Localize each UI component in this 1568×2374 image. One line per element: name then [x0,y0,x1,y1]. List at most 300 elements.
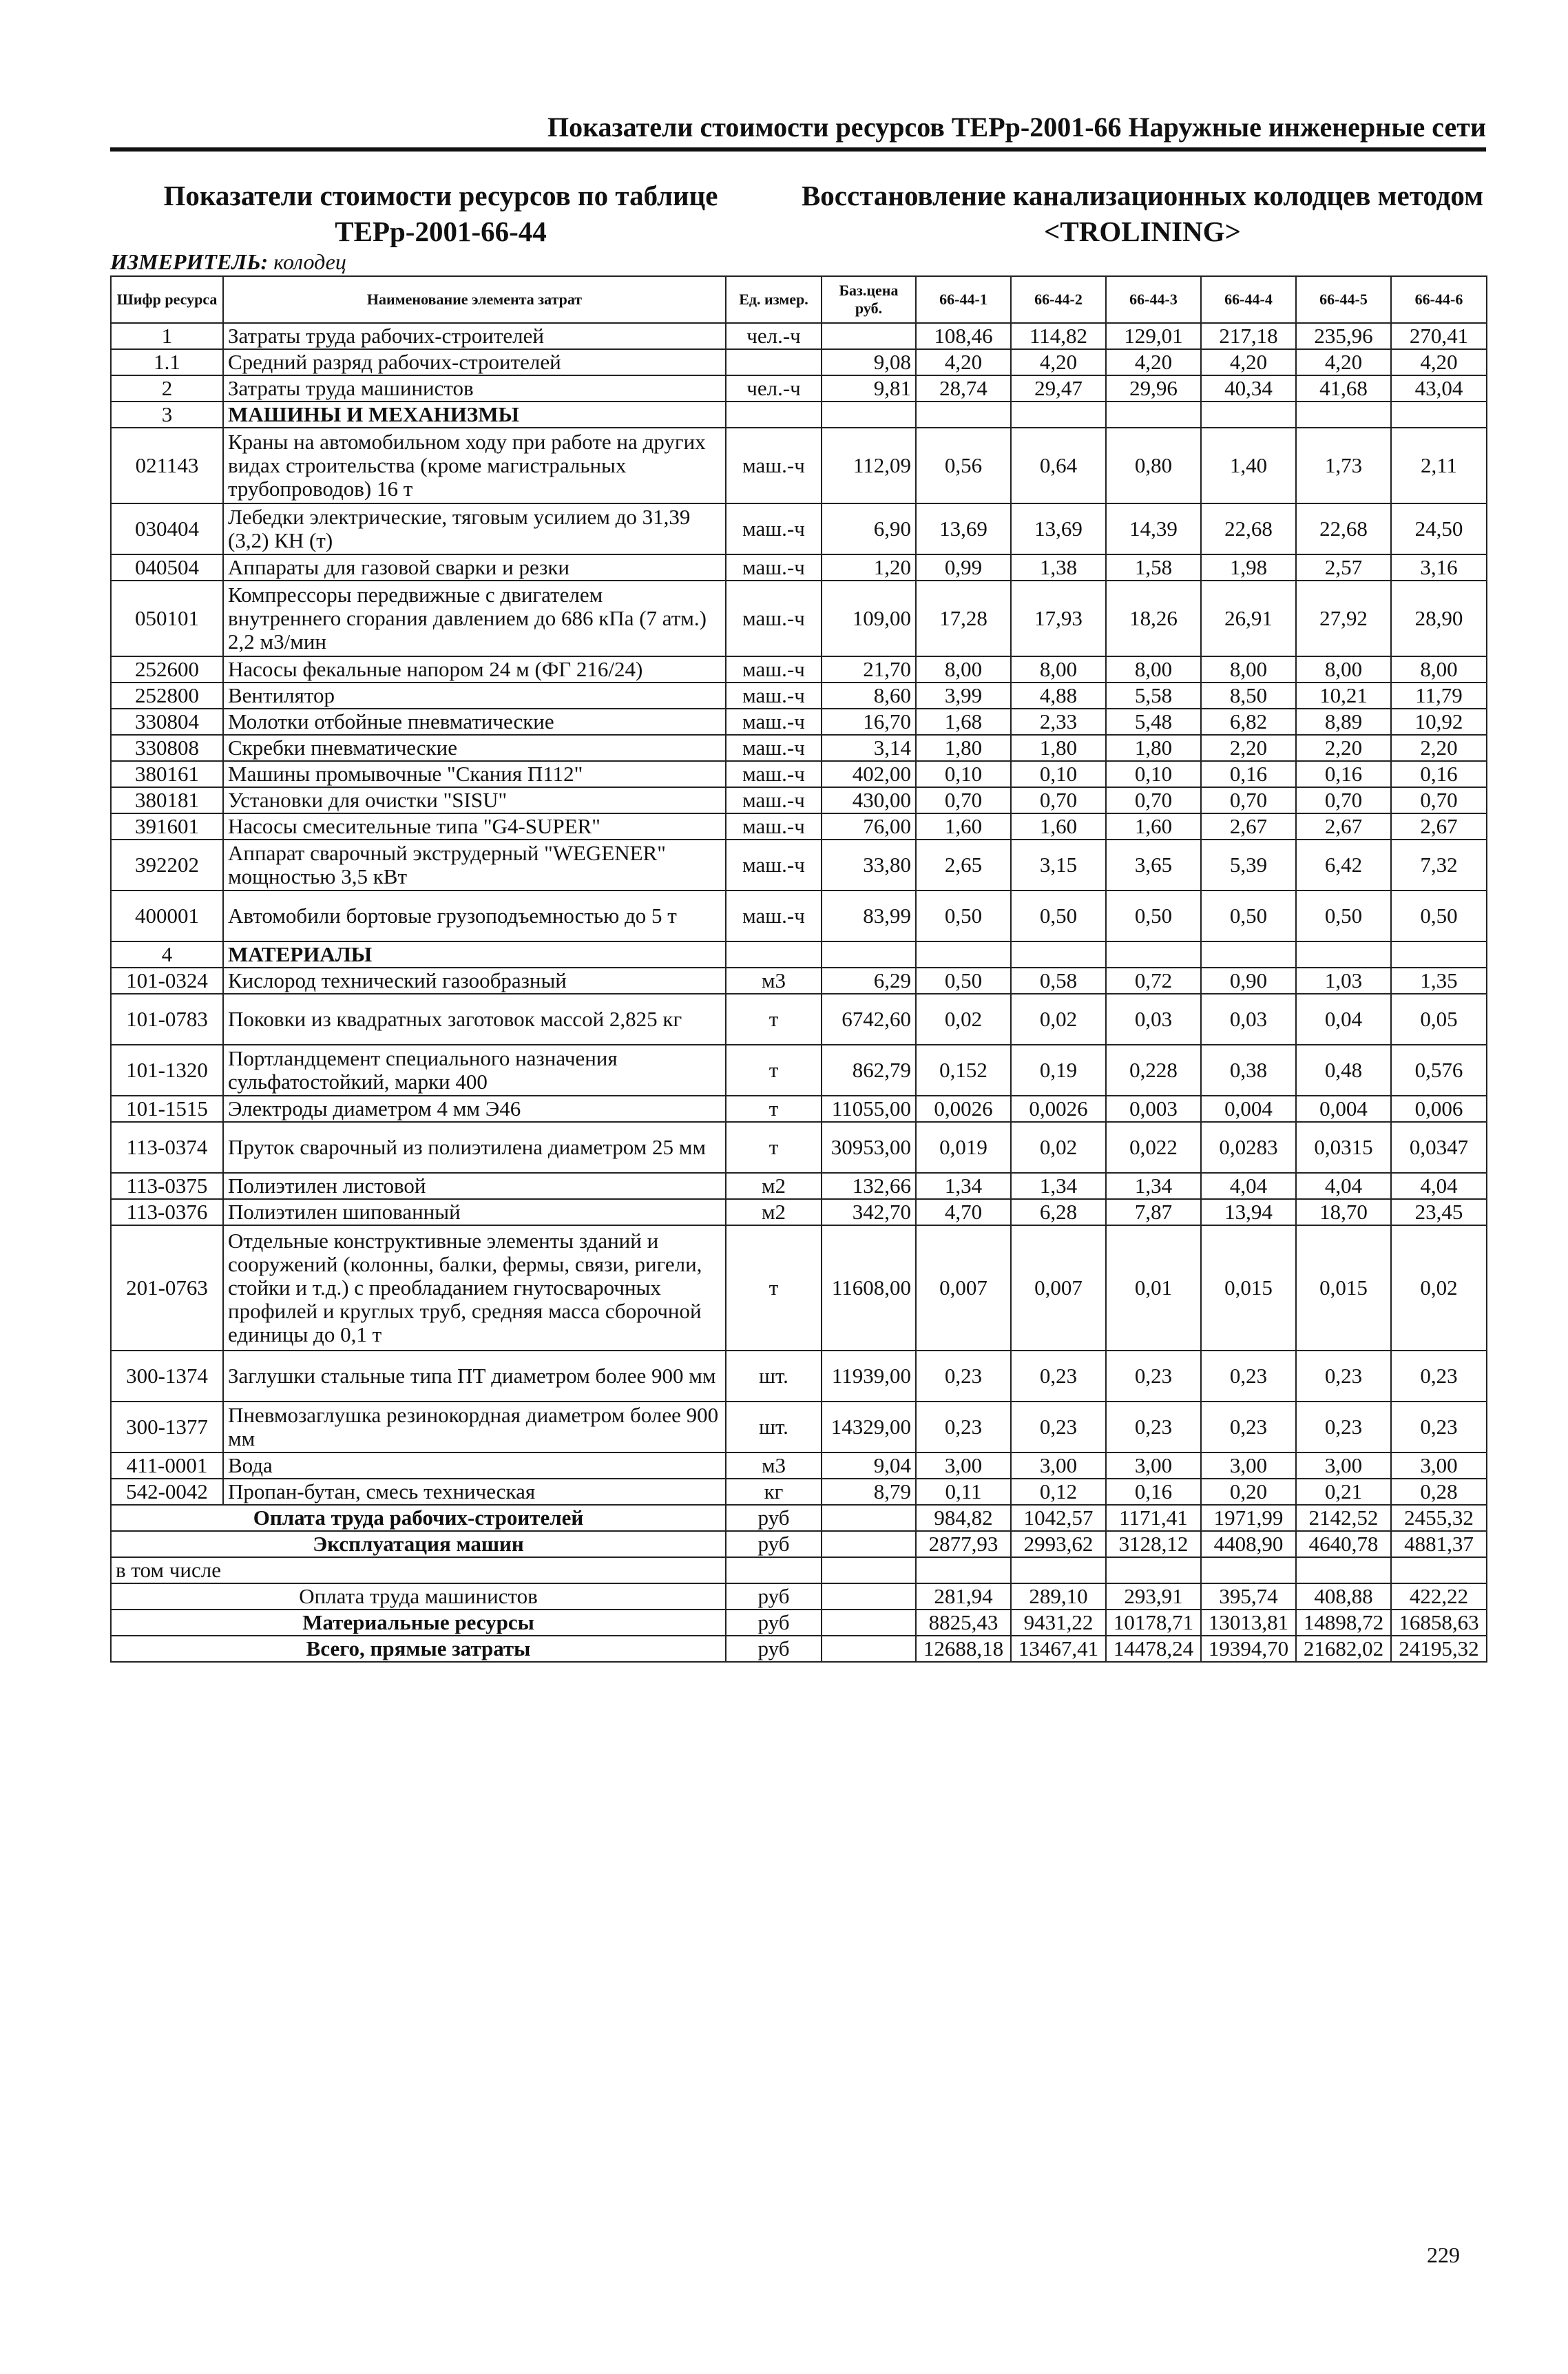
value-cell: 0,0347 [1391,1122,1487,1173]
base-price-cell: 33,80 [822,840,916,891]
summary-value: 21682,02 [1296,1636,1391,1662]
value-cell [1296,941,1391,968]
unit-cell: т [726,1096,822,1122]
unit-cell: маш.-ч [726,709,822,735]
table-row [111,891,1487,941]
base-price-cell: 8,60 [822,683,916,709]
value-cell: 0,0283 [1201,1122,1296,1173]
value-cell [1296,402,1391,428]
value-cell: 0,11 [916,1479,1011,1505]
unit-cell: м2 [726,1199,822,1225]
value-cell: 0,23 [1011,1402,1106,1452]
unit-cell: маш.-ч [726,581,822,656]
base-price-cell [822,941,916,968]
summary-value: 395,74 [1201,1583,1296,1610]
value-cell: 6,42 [1296,840,1391,891]
base-price-cell: 11055,00 [822,1096,916,1122]
measure-label: ИЗМЕРИТЕЛЬ: [110,249,269,274]
value-cell: 0,0315 [1296,1122,1391,1173]
unit-cell [726,349,822,375]
resource-name: Полиэтилен шипованный [223,1199,726,1225]
table-row [111,656,1487,683]
unit-cell: шт. [726,1402,822,1452]
summary-value: 10178,71 [1106,1610,1201,1636]
unit-cell: т [726,994,822,1045]
resource-code: 113-0375 [111,1173,223,1199]
value-cell: 0,01 [1106,1225,1201,1351]
value-cell: 0,28 [1391,1479,1487,1505]
summary-value: 8825,43 [916,1610,1011,1636]
summary-row [111,1583,1487,1610]
summary-value [1106,1557,1201,1583]
base-price-cell: 9,08 [822,349,916,375]
value-cell: 0,015 [1201,1225,1296,1351]
value-cell: 14,39 [1106,503,1201,554]
base-price-cell: 402,00 [822,761,916,787]
value-cell: 1,68 [916,709,1011,735]
value-cell: 22,68 [1201,503,1296,554]
base-price-cell: 1,20 [822,554,916,581]
base-price-cell: 3,14 [822,735,916,761]
col-header-name: Наименование элемента затрат [223,276,726,323]
value-cell [1391,402,1487,428]
summary-value: 2142,52 [1296,1505,1391,1531]
value-cell [1106,402,1201,428]
value-cell: 0,99 [916,554,1011,581]
resource-code: 101-0324 [111,968,223,994]
value-cell: 217,18 [1201,323,1296,349]
value-cell: 0,56 [916,428,1011,503]
resource-name: Отдельные конструктивные элементы зданий и сооружений (колонны, балки, фермы, связи, ригели, стойки и т.д.) с преобладанием гнутосварочных профилей и круглых труб, средняя масса сборочной единицы до 0,1 т [223,1225,726,1351]
value-cell: 3,00 [1011,1452,1106,1479]
value-cell: 0,02 [916,994,1011,1045]
col-header-66-44-4: 66-44-4 [1201,276,1296,323]
summary-value: 1042,57 [1011,1505,1106,1531]
measure-value: колодец [273,249,346,274]
resource-code: 030404 [111,503,223,554]
value-cell: 4,20 [1106,349,1201,375]
unit-cell: маш.-ч [726,761,822,787]
value-cell: 2,20 [1391,735,1487,761]
base-price-cell: 11939,00 [822,1351,916,1402]
table-row [111,503,1487,554]
base-price-cell [822,402,916,428]
unit-cell: м3 [726,1452,822,1479]
summary-value: 408,88 [1296,1583,1391,1610]
section-row [111,402,1487,428]
table-row [111,349,1487,375]
base-price-cell: 430,00 [822,787,916,813]
unit-cell: маш.-ч [726,787,822,813]
unit-cell: чел.-ч [726,323,822,349]
summary-value: 1971,99 [1201,1505,1296,1531]
base-price-cell: 109,00 [822,581,916,656]
unit-cell: шт. [726,1351,822,1402]
unit-cell: маш.-ч [726,503,822,554]
table-row [111,375,1487,402]
value-cell: 8,00 [1296,656,1391,683]
resource-name: Вентилятор [223,683,726,709]
resource-code: 101-1320 [111,1045,223,1096]
summary-unit: руб [726,1505,822,1531]
header-row [111,276,1487,323]
col-header-price: Баз.цена руб. [822,276,916,323]
resource-code: 542-0042 [111,1479,223,1505]
value-cell: 1,38 [1011,554,1106,581]
value-cell: 270,41 [1391,323,1487,349]
resource-name: МАШИНЫ И МЕХАНИЗМЫ [223,402,726,428]
summary-unit [726,1557,822,1583]
unit-cell: маш.-ч [726,428,822,503]
resource-code: 021143 [111,428,223,503]
value-cell: 4,88 [1011,683,1106,709]
value-cell: 4,04 [1201,1173,1296,1199]
value-cell: 0,72 [1106,968,1201,994]
value-cell: 4,20 [1011,349,1106,375]
summary-value: 16858,63 [1391,1610,1487,1636]
resource-code: 252600 [111,656,223,683]
value-cell [1106,941,1201,968]
value-cell: 1,60 [916,813,1011,840]
summary-row [111,1557,1487,1583]
resource-code: 050101 [111,581,223,656]
value-cell: 3,00 [916,1452,1011,1479]
resource-name: Затраты труда рабочих-строителей [223,323,726,349]
col-header-unit: Ед. измер. [726,276,822,323]
value-cell: 0,019 [916,1122,1011,1173]
value-cell: 0,152 [916,1045,1011,1096]
summary-value: 293,91 [1106,1583,1201,1610]
table-row [111,1096,1487,1122]
value-cell: 1,34 [1011,1173,1106,1199]
value-cell: 8,00 [1201,656,1296,683]
value-cell: 18,26 [1106,581,1201,656]
resource-name: Пневмозаглушка резинокордная диаметром более 900 мм [223,1402,726,1452]
value-cell [1201,402,1296,428]
value-cell: 0,10 [1106,761,1201,787]
resource-name: Портландцемент специального назначения сульфатостойкий, марки 400 [223,1045,726,1096]
summary-label: Эксплуатация машин [111,1531,726,1557]
value-cell: 3,00 [1296,1452,1391,1479]
resource-name: Вода [223,1452,726,1479]
unit-cell: т [726,1045,822,1096]
value-cell: 4,20 [1296,349,1391,375]
base-price-cell [822,323,916,349]
table-row [111,581,1487,656]
value-cell: 0,10 [916,761,1011,787]
value-cell: 8,50 [1201,683,1296,709]
value-cell: 2,67 [1201,813,1296,840]
value-cell [1011,941,1106,968]
running-header: Показатели стоимости ресурсов ТЕРр-2001-66 Наружные инженерные сети [547,112,1486,143]
value-cell: 1,03 [1296,968,1391,994]
value-cell: 5,48 [1106,709,1201,735]
table-row [111,428,1487,503]
value-cell: 5,39 [1201,840,1296,891]
value-cell: 235,96 [1296,323,1391,349]
value-cell: 0,64 [1011,428,1106,503]
value-cell: 2,11 [1391,428,1487,503]
resource-table [110,275,1487,1663]
value-cell: 3,00 [1391,1452,1487,1479]
table-row [111,1122,1487,1173]
value-cell: 0,03 [1201,994,1296,1045]
value-cell: 129,01 [1106,323,1201,349]
value-cell: 0,21 [1296,1479,1391,1505]
value-cell: 0,006 [1391,1096,1487,1122]
unit-cell: т [726,1225,822,1351]
value-cell: 0,50 [916,891,1011,941]
resource-code: 411-0001 [111,1452,223,1479]
summary-unit: руб [726,1636,822,1662]
value-cell: 0,23 [916,1351,1011,1402]
value-cell: 0,50 [1011,891,1106,941]
col-header-66-44-2: 66-44-2 [1011,276,1106,323]
value-cell: 1,58 [1106,554,1201,581]
value-cell: 0,04 [1296,994,1391,1045]
value-cell: 0,23 [1296,1402,1391,1452]
col-header-66-44-1: 66-44-1 [916,276,1011,323]
unit-cell: т [726,1122,822,1173]
value-cell: 0,19 [1011,1045,1106,1096]
col-header-66-44-6: 66-44-6 [1391,276,1487,323]
value-cell: 0,022 [1106,1122,1201,1173]
unit-cell: маш.-ч [726,840,822,891]
value-cell: 0,05 [1391,994,1487,1045]
base-price-cell: 862,79 [822,1045,916,1096]
table-row [111,1479,1487,1505]
resource-code: 1.1 [111,349,223,375]
base-price-cell: 14329,00 [822,1402,916,1452]
work-title: Восстановление канализационных колодцев методом <TROLINING> [801,180,1484,247]
resource-name: Машины промывочные "Скания П112" [223,761,726,787]
summary-label: в том числе [111,1557,726,1583]
unit-cell [726,941,822,968]
table-row [111,709,1487,735]
value-cell: 0,50 [916,968,1011,994]
resource-code: 300-1374 [111,1351,223,1402]
resource-code: 4 [111,941,223,968]
resource-name: Насосы фекальные напором 24 м (ФГ 216/24) [223,656,726,683]
summary-value: 13013,81 [1201,1610,1296,1636]
table-row [111,554,1487,581]
summary-value [1391,1557,1487,1583]
value-cell: 0,004 [1296,1096,1391,1122]
resource-name: Пропан-бутан, смесь техническая [223,1479,726,1505]
base-price-cell: 6,90 [822,503,916,554]
value-cell: 0,23 [1391,1402,1487,1452]
value-cell: 1,80 [916,735,1011,761]
value-cell: 0,004 [1201,1096,1296,1122]
value-cell: 0,02 [1011,1122,1106,1173]
value-cell: 1,60 [1106,813,1201,840]
value-cell: 0,80 [1106,428,1201,503]
summary-value: 2877,93 [916,1531,1011,1557]
value-cell: 1,80 [1011,735,1106,761]
measure-line [110,248,346,275]
base-price-cell: 112,09 [822,428,916,503]
resource-name: Средний разряд рабочих-строителей [223,349,726,375]
value-cell: 6,28 [1011,1199,1106,1225]
base-price-cell: 16,70 [822,709,916,735]
base-price-cell: 8,79 [822,1479,916,1505]
summary-value: 3128,12 [1106,1531,1201,1557]
unit-cell: м3 [726,968,822,994]
value-cell: 1,40 [1201,428,1296,503]
value-cell: 0,16 [1296,761,1391,787]
value-cell: 1,34 [1106,1173,1201,1199]
unit-cell: маш.-ч [726,735,822,761]
value-cell: 0,003 [1106,1096,1201,1122]
resource-name: Пруток сварочный из полиэтилена диаметром 25 мм [223,1122,726,1173]
value-cell: 24,50 [1391,503,1487,554]
summary-value: 2455,32 [1391,1505,1487,1531]
unit-cell: маш.-ч [726,891,822,941]
table-row [111,1351,1487,1402]
base-price-cell: 21,70 [822,656,916,683]
summary-label: Оплата труда рабочих-строителей [111,1505,726,1531]
value-cell: 13,94 [1201,1199,1296,1225]
summary-value: 14478,24 [1106,1636,1201,1662]
value-cell: 6,82 [1201,709,1296,735]
value-cell [1201,941,1296,968]
value-cell: 108,46 [916,323,1011,349]
table-row [111,787,1487,813]
table-title: Показатели стоимости ресурсов по таблице ТЕРр-2001-66-44 [163,180,718,247]
summary-row [111,1531,1487,1557]
table-row [111,840,1487,891]
value-cell: 2,65 [916,840,1011,891]
value-cell: 4,20 [1201,349,1296,375]
base-price-cell: 9,04 [822,1452,916,1479]
table-row [111,968,1487,994]
col-header-code: Шифр ресурса [111,276,223,323]
value-cell: 4,20 [916,349,1011,375]
resource-name: Компрессоры передвижные с двигателем внутреннего сгорания давлением до 686 кПа (7 атм.) 2,2 м3/мин [223,581,726,656]
value-cell: 0,50 [1391,891,1487,941]
value-cell: 4,70 [916,1199,1011,1225]
value-cell: 43,04 [1391,375,1487,402]
resource-name: Затраты труда машинистов [223,375,726,402]
resource-code: 392202 [111,840,223,891]
resource-name: Молотки отбойные пневматические [223,709,726,735]
value-cell: 0,007 [916,1225,1011,1351]
value-cell: 8,00 [916,656,1011,683]
value-cell: 1,34 [916,1173,1011,1199]
value-cell: 8,00 [1011,656,1106,683]
value-cell: 0,20 [1201,1479,1296,1505]
value-cell: 0,576 [1391,1045,1487,1096]
summary-row [111,1610,1487,1636]
value-cell: 0,70 [1296,787,1391,813]
value-cell: 114,82 [1011,323,1106,349]
value-cell: 3,00 [1201,1452,1296,1479]
value-cell: 4,20 [1391,349,1487,375]
value-cell [916,941,1011,968]
resource-code: 252800 [111,683,223,709]
resource-code: 1 [111,323,223,349]
base-price-cell: 83,99 [822,891,916,941]
summary-row [111,1636,1487,1662]
value-cell: 2,67 [1296,813,1391,840]
value-cell: 2,57 [1296,554,1391,581]
resource-code: 101-0783 [111,994,223,1045]
summary-value: 12688,18 [916,1636,1011,1662]
summary-value: 281,94 [916,1583,1011,1610]
value-cell: 0,16 [1201,761,1296,787]
value-cell: 0,12 [1011,1479,1106,1505]
value-cell: 7,87 [1106,1199,1201,1225]
value-cell: 1,35 [1391,968,1487,994]
section-row [111,941,1487,968]
resource-code: 2 [111,375,223,402]
value-cell: 4,04 [1296,1173,1391,1199]
resource-name: Электроды диаметром 4 мм Э46 [223,1096,726,1122]
value-cell: 27,92 [1296,581,1391,656]
resource-name: Полиэтилен листовой [223,1173,726,1199]
value-cell: 13,69 [1011,503,1106,554]
resource-name: Поковки из квадратных заготовок массой 2,825 кг [223,994,726,1045]
col-header-66-44-3: 66-44-3 [1106,276,1201,323]
summary-label: Оплата труда машинистов [111,1583,726,1610]
summary-label: Материальные ресурсы [111,1610,726,1636]
value-cell: 22,68 [1296,503,1391,554]
value-cell: 0,48 [1296,1045,1391,1096]
value-cell: 0,23 [1106,1402,1201,1452]
resource-code: 040504 [111,554,223,581]
value-cell: 29,96 [1106,375,1201,402]
summary-unit: руб [726,1610,822,1636]
base-price-cell: 76,00 [822,813,916,840]
value-cell: 13,69 [916,503,1011,554]
resource-code: 113-0376 [111,1199,223,1225]
summary-value: 422,22 [1391,1583,1487,1610]
value-cell: 0,50 [1201,891,1296,941]
value-cell: 8,89 [1296,709,1391,735]
resource-code: 391601 [111,813,223,840]
value-cell: 1,73 [1296,428,1391,503]
value-cell: 3,16 [1391,554,1487,581]
value-cell: 1,98 [1201,554,1296,581]
summary-price-empty [822,1531,916,1557]
unit-cell: маш.-ч [726,656,822,683]
summary-price-empty [822,1636,916,1662]
value-cell: 0,03 [1106,994,1201,1045]
resource-name: Кислород технический газообразный [223,968,726,994]
table-row [111,323,1487,349]
resource-code: 201-0763 [111,1225,223,1351]
resource-name: Лебедки электрические, тяговым усилием до 31,39 (3,2) КН (т) [223,503,726,554]
value-cell: 0,0026 [916,1096,1011,1122]
value-cell: 8,00 [1106,656,1201,683]
value-cell: 3,00 [1106,1452,1201,1479]
summary-value: 984,82 [916,1505,1011,1531]
value-cell: 2,67 [1391,813,1487,840]
resource-code: 300-1377 [111,1402,223,1452]
base-price-cell: 11608,00 [822,1225,916,1351]
resource-name: Аппараты для газовой сварки и резки [223,554,726,581]
value-cell: 3,65 [1106,840,1201,891]
summary-label: Всего, прямые затраты [111,1636,726,1662]
resource-code: 380181 [111,787,223,813]
table-row [111,1452,1487,1479]
summary-value [916,1557,1011,1583]
value-cell: 0,70 [1106,787,1201,813]
table-row [111,683,1487,709]
value-cell: 4,04 [1391,1173,1487,1199]
table-row [111,994,1487,1045]
value-cell: 18,70 [1296,1199,1391,1225]
